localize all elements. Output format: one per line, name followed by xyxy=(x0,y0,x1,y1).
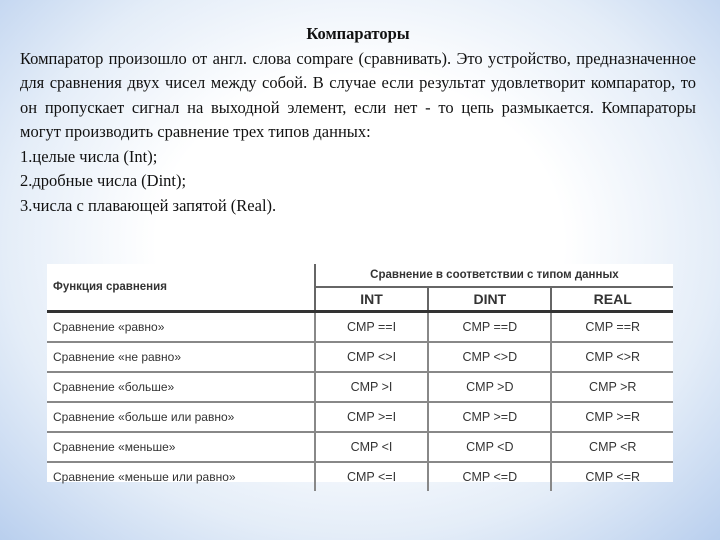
cell-real: CMP <=R xyxy=(551,462,673,491)
cell-real: CMP >=R xyxy=(551,402,673,432)
table-row xyxy=(47,312,673,343)
data-types-list xyxy=(20,145,696,219)
table-row xyxy=(47,372,673,402)
text-block xyxy=(20,22,696,218)
cell-dint: CMP >D xyxy=(428,372,551,402)
cell-int: CMP >I xyxy=(315,372,428,402)
header-function: Функция сравнения xyxy=(47,264,315,312)
table-row xyxy=(47,342,673,372)
cell-real: CMP ==R xyxy=(551,312,673,343)
row-name: Сравнение «больше или равно» xyxy=(47,402,315,432)
cell-int: CMP >=I xyxy=(315,402,428,432)
cell-real: CMP >R xyxy=(551,372,673,402)
cell-dint: CMP >=D xyxy=(428,402,551,432)
cell-dint: CMP <=D xyxy=(428,462,551,491)
comparison-table-image xyxy=(47,264,673,482)
row-name: Сравнение «меньше или равно» xyxy=(47,462,315,491)
header-int: INT xyxy=(315,287,428,312)
cell-real: CMP <R xyxy=(551,432,673,462)
table-row xyxy=(47,402,673,432)
row-name: Сравнение «не равно» xyxy=(47,342,315,372)
header-dint: DINT xyxy=(428,287,551,312)
table-row xyxy=(47,462,673,491)
table-row xyxy=(47,432,673,462)
cell-int: CMP <I xyxy=(315,432,428,462)
page-title: Компараторы xyxy=(306,24,410,43)
intro-paragraph: Компаратор произошло от англ. слова compare (сравнивать). Это устройство, предназначенное для сравнения двух чисел между собой. В случае если результат удовлетворит компаратор, то он пропускает сигнал на выходной элемент, если нет - то цепь размыкается. Компараторы могут производить сравнение трех типов данных: xyxy=(20,48,696,141)
cell-int: CMP <>I xyxy=(315,342,428,372)
cell-int: CMP <=I xyxy=(315,462,428,491)
row-name: Сравнение «меньше» xyxy=(47,432,315,462)
row-name: Сравнение «равно» xyxy=(47,312,315,343)
header-real: REAL xyxy=(551,287,673,312)
cell-real: CMP <>R xyxy=(551,342,673,372)
header-group: Сравнение в соответствии с типом данных xyxy=(315,264,673,287)
comparison-table xyxy=(47,264,673,491)
row-name: Сравнение «больше» xyxy=(47,372,315,402)
cell-dint: CMP <D xyxy=(428,432,551,462)
table-header-row xyxy=(47,264,673,287)
list-item: 3.числа с плавающей запятой (Real). xyxy=(20,195,277,215)
list-item: 1.целые числа (Int); xyxy=(20,146,158,166)
cell-dint: CMP <>D xyxy=(428,342,551,372)
list-item: 2.дробные числа (Dint); xyxy=(20,171,187,190)
cell-dint: CMP ==D xyxy=(428,312,551,343)
cell-int: CMP ==I xyxy=(315,312,428,343)
